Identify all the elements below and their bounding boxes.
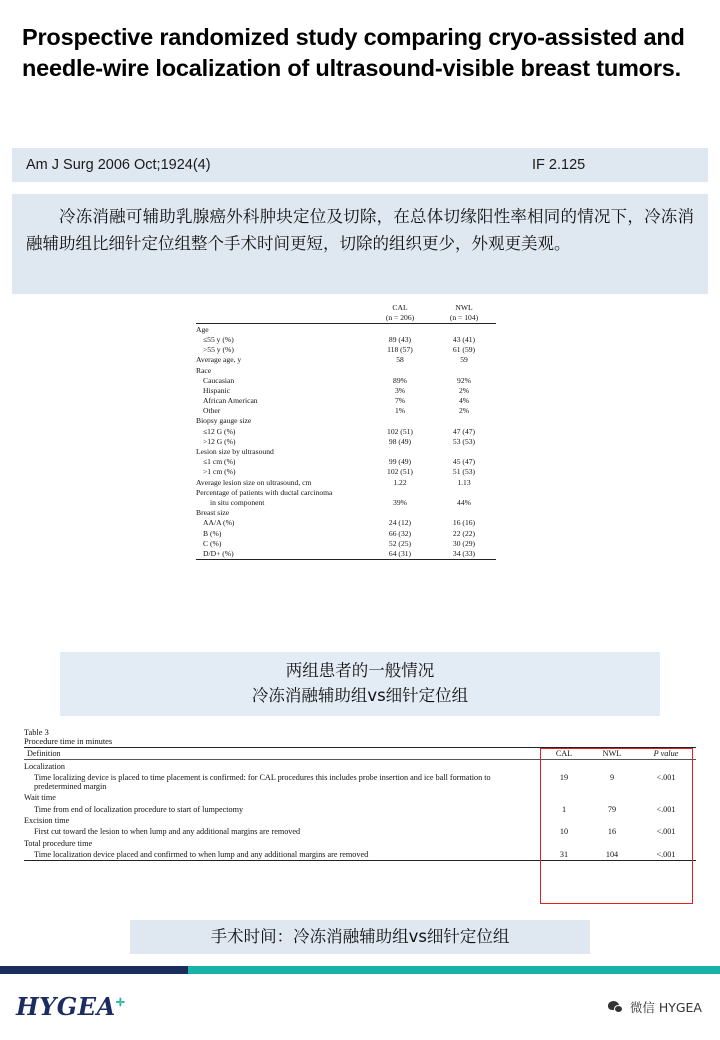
table-row: [196, 477, 496, 487]
table-cell-section: Wait time: [24, 793, 56, 803]
table-row: [24, 804, 696, 815]
table-row: [24, 815, 696, 826]
abstract-text: 冷冻消融可辅助乳腺癌外科肿块定位及切除，在总体切缘阳性率相同的情况下，冷冻消融辅助组比细针定位组整个手术时间更短，切除的组织更少，外观更美观。: [26, 207, 694, 253]
table-cell-nwl: 2%: [458, 406, 470, 416]
table-row: [196, 426, 496, 436]
table-cell-nwl: [588, 815, 636, 826]
table-cell-nwl: [432, 324, 496, 335]
table-cell-label: ≤55 y (%): [203, 334, 234, 344]
table-cell-p-value: [636, 760, 696, 772]
table-cell-cal: [368, 508, 432, 518]
brand-logo-text: HYGEA: [16, 992, 116, 1021]
table-row: [196, 497, 496, 507]
table-3-col-definition: Definition: [24, 748, 540, 760]
abstract-box: [12, 194, 708, 294]
wechat-icon: [608, 1001, 624, 1014]
table-cell-label: Hispanic: [203, 385, 230, 395]
table-row: [24, 792, 696, 803]
table-cell-label: >1 cm (%): [203, 467, 236, 477]
table-cell-cal: 89%: [393, 375, 407, 385]
table-3-title: Procedure time in minutes: [24, 737, 113, 746]
table-1-col-nwl: NWL: [455, 302, 473, 312]
footer-bar-navy: [0, 966, 188, 974]
table-row: [24, 760, 696, 772]
table-cell-nwl: 9: [609, 772, 615, 782]
table-cell-cal: [540, 838, 588, 849]
table-cell-definition: First cut toward the lesion to when lump and any additional margins are removed: [34, 827, 301, 837]
table-cell-label: C (%): [203, 538, 222, 548]
table-row: [196, 365, 496, 375]
table-cell-cal: 66 (32): [388, 528, 412, 538]
table-cell-label: ≤1 cm (%): [203, 457, 236, 467]
table-row: [196, 528, 496, 538]
table-cell-nwl: [432, 508, 496, 518]
wechat-account: [608, 998, 702, 1016]
table-cell-nwl: [432, 446, 496, 456]
table-cell-nwl: 61 (59): [452, 345, 476, 355]
table-cell-cal: 24 (12): [388, 518, 412, 528]
table-cell-nwl: [432, 416, 496, 426]
table-cell-nwl: 59: [460, 355, 468, 365]
table-cell-label: AA/A (%): [203, 518, 235, 528]
table-row: [196, 375, 496, 385]
table-cell-cal: [368, 416, 432, 426]
table-cell-p-value: <.001: [656, 827, 676, 837]
table-cell-cal: 3%: [394, 385, 406, 395]
table-cell-nwl: 45 (47): [452, 457, 476, 467]
table-cell-cal: [368, 446, 432, 456]
table-cell-cal: 52 (25): [388, 538, 412, 548]
table-cell-label: ≤12 G (%): [203, 426, 236, 436]
table-row: [196, 436, 496, 446]
table-cell-label: African American: [203, 396, 258, 406]
table-1-body: [196, 324, 496, 559]
table-1-col-blank: [196, 302, 368, 313]
table-cell-nwl: 43 (41): [452, 334, 476, 344]
table-cell-section: Excision time: [24, 816, 70, 826]
table-cell-label: Percentage of patients with ductal carcinoma: [196, 487, 333, 497]
table-cell-label: Age: [196, 324, 209, 334]
table-cell-definition: Time from end of localization procedure to start of lumpectomy: [34, 804, 244, 814]
table-cell-nwl: [588, 792, 636, 803]
table-row: [196, 416, 496, 426]
table-cell-p-value: <.001: [656, 772, 676, 782]
table-cell-label: in situ component: [210, 497, 265, 507]
table-cell-cal: 1.22: [393, 477, 407, 487]
table-cell-cal: 19: [559, 772, 569, 782]
table-row: [24, 826, 696, 837]
table-cell-cal: 58: [396, 355, 404, 365]
table-cell-label: >55 y (%): [203, 345, 234, 355]
table-cell-cal: 1%: [394, 406, 406, 416]
table-cell-cal: 31: [540, 849, 588, 861]
table-row: [196, 467, 496, 477]
table-cell-nwl: 16 (16): [452, 518, 476, 528]
table-row: [24, 838, 696, 849]
table-cell-nwl: [588, 760, 636, 772]
caption-2-text: 手术时间：冷冻消融辅助组vs细针定位组: [210, 926, 510, 946]
caption-1-line-2: 冷冻消融辅助组vs细针定位组: [251, 686, 469, 705]
table-row: [24, 849, 696, 861]
table-cell-label: Average age, y: [196, 355, 242, 365]
table-3: [24, 747, 696, 861]
table-row: [196, 324, 496, 335]
table-cell-label: Biopsy gauge size: [196, 416, 252, 426]
table-cell-cal: 64 (31): [388, 548, 412, 558]
caption-box-procedure-time: [130, 920, 590, 954]
table-row: [196, 457, 496, 467]
citation-source: Am J Surg 2006 Oct;1924(4): [26, 157, 211, 173]
table-cell-section: Total procedure time: [24, 838, 93, 848]
table-cell-p-value: <.001: [656, 804, 676, 814]
wechat-label: 微信 HYGEA: [629, 1000, 702, 1015]
table-cell-cal: [368, 487, 432, 497]
table-cell-cal: [368, 324, 432, 335]
table-row: [196, 355, 496, 365]
table-cell-nwl: 4%: [458, 396, 470, 406]
table-1-demographics: [196, 302, 496, 560]
caption-box-demographics: [60, 652, 660, 716]
table-cell-cal: 1: [561, 804, 567, 814]
table-row: [196, 487, 496, 497]
table-cell-label: Average lesion size on ultrasound, cm: [196, 477, 312, 487]
table-row: [196, 385, 496, 395]
footer-bar-teal: [188, 966, 720, 974]
page-title: Prospective randomized study comparing cryo-assisted and needle-wire localization of ultrasound-visible breast tumors.: [22, 24, 685, 82]
citation-bar: [12, 148, 708, 182]
table-cell-cal: [540, 792, 588, 803]
table-cell-label: >12 G (%): [203, 436, 236, 446]
table-3-head: [24, 748, 696, 760]
table-cell-nwl: 79: [607, 804, 617, 814]
table-cell-label: D/D+ (%): [203, 548, 234, 558]
table-cell-cal: 89 (43): [388, 334, 412, 344]
table-1-sub-blank: [196, 313, 368, 324]
table-3-header-row: [24, 748, 696, 760]
table-row: [196, 446, 496, 456]
table-row: [196, 406, 496, 416]
table-row: [196, 334, 496, 344]
table-cell-label: Race: [196, 365, 212, 375]
table-row: [196, 518, 496, 528]
brand-logo: [16, 992, 125, 1021]
table-cell-nwl: 47 (47): [452, 426, 476, 436]
table-cell-cal: 99 (49): [388, 457, 412, 467]
table-row: [196, 538, 496, 548]
table-cell-nwl: 30 (29): [452, 538, 476, 548]
table-cell-cal: 102 (51): [387, 467, 413, 477]
table-cell-nwl: 53 (53): [452, 436, 476, 446]
caption-1-line-1: 两组患者的一般情况: [285, 661, 435, 681]
table-cell-p-value: [636, 838, 696, 849]
table-cell-cal: [540, 760, 588, 772]
table-cell-label: Caucasian: [203, 375, 235, 385]
table-3-col-cal: CAL: [540, 748, 588, 760]
table-row: [196, 396, 496, 406]
table-row: [196, 345, 496, 355]
table-cell-nwl: 44%: [457, 497, 471, 507]
table-row: [196, 508, 496, 518]
table-cell-nwl: [432, 487, 496, 497]
table-cell-section: Localization: [24, 761, 65, 771]
table-cell-label: B (%): [203, 528, 222, 538]
table-1-header-sub-row: [196, 313, 496, 324]
table-cell-cal: [540, 815, 588, 826]
footer-color-bar: [0, 966, 720, 974]
table-cell-p-value: [636, 815, 696, 826]
table-3-col-nwl: NWL: [588, 748, 636, 760]
table-cell-nwl: 2%: [458, 385, 470, 395]
table-cell-cal: 118 (57): [387, 345, 413, 355]
table-cell-nwl: 22 (22): [452, 528, 476, 538]
table-cell-cal: 39%: [393, 497, 407, 507]
table-cell-p-value: [636, 792, 696, 803]
table-cell-definition: Time localizing device is placed to time placement is confirmed: for CAL procedures this includes probe insertion and ice ball formation to predetermined margin: [34, 772, 491, 791]
impact-factor: IF 2.125: [532, 157, 586, 173]
table-cell-nwl: 104: [588, 849, 636, 861]
table-1-header-row: [196, 302, 496, 313]
table-cell-cal: [368, 365, 432, 375]
table-cell-nwl: 34 (33): [452, 548, 476, 558]
table-cell-cal: 7%: [394, 396, 406, 406]
footer: [0, 974, 720, 1040]
table-3-procedure-time: [24, 728, 696, 861]
table-3-body: [24, 760, 696, 861]
table-cell-nwl: 51 (53): [452, 467, 476, 477]
table-3-col-p: P value: [636, 748, 696, 760]
table-cell-label: Lesion size by ultrasound: [196, 447, 274, 457]
table-cell-definition: Time localization device placed and confirmed to when lump and any additional margins are removed: [24, 849, 540, 861]
table-cell-nwl: [432, 365, 496, 375]
table-1-sub-cal: (n = 206): [385, 313, 415, 323]
table-1: [196, 302, 496, 560]
table-cell-cal: 10: [559, 827, 569, 837]
table-cell-nwl: 16: [607, 827, 617, 837]
table-cell-nwl: 1.13: [457, 477, 471, 487]
table-1-col-cal: CAL: [392, 302, 408, 312]
table-1-head: [196, 302, 496, 324]
table-cell-nwl: [588, 838, 636, 849]
table-3-number: Table 3: [24, 728, 49, 737]
table-cell-p-value: <.001: [636, 849, 696, 861]
table-cell-cal: 98 (49): [388, 436, 412, 446]
table-cell-label: Breast size: [196, 508, 230, 518]
table-row: [196, 548, 496, 559]
table-1-sub-nwl: (n = 104): [449, 313, 479, 323]
table-cell-label: Other: [203, 406, 221, 416]
table-row: [24, 772, 696, 792]
logo-cross-icon: ✛: [115, 996, 126, 1009]
table-cell-cal: 102 (51): [387, 426, 413, 436]
table-cell-nwl: 92%: [457, 375, 471, 385]
